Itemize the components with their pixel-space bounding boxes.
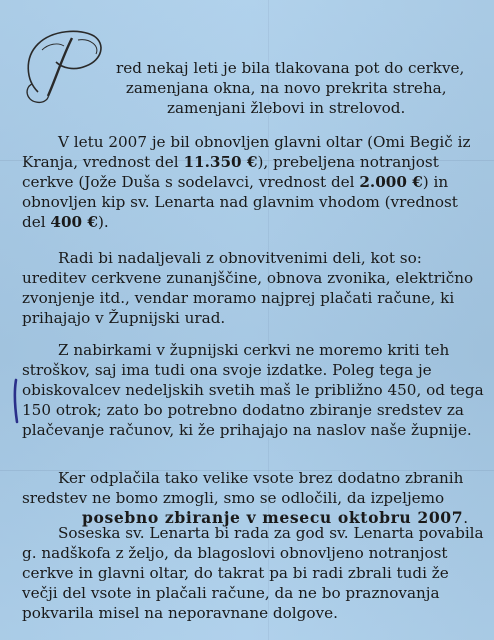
text-line — [22, 172, 470, 192]
text-segment: cerkve (Jože Duša s sodelavci, vrednost del — [22, 173, 360, 191]
amount-statue: 400 € — [50, 213, 98, 231]
pen-mark — [12, 378, 20, 424]
text-line: sredstev ne bomo zmogli, smo se odločili, da izpeljemo — [22, 489, 445, 507]
text-line: Ker odplačila tako velike vsote brez dodatno zbranih — [58, 469, 464, 487]
text-line — [22, 152, 470, 172]
text-line: zvonjenje itd., vendar moramo najprej plačati račune, ki — [22, 289, 455, 307]
text-line: cerkve in glavni oltar, do takrat pa bi radi zbrali tudi že — [22, 564, 449, 582]
text-segment: ). — [97, 213, 109, 231]
text-line: pokvarila misel na neporavnane dolgove. — [22, 604, 338, 622]
text-line: V letu 2007 je bil obnovljen glavni oltar (Omi Begič iz — [58, 133, 471, 151]
text-line: Radi bi nadaljevali z obnovitvenimi deli, kot so: — [58, 249, 422, 267]
text-line: Z nabirkami v župnijski cerkvi ne moremo kriti teh — [58, 341, 450, 359]
dropcap-ornament — [18, 22, 110, 106]
text-line: obnovljen kip sv. Lenarta nad glavnim vhodom (vrednost — [22, 193, 458, 211]
text-segment: del — [22, 213, 51, 231]
text-line: red nekaj leti je bila tlakovana pot do cerkve, — [116, 59, 465, 77]
text-line: ureditev cerkvene zunanjščine, obnova zvonika, električno — [22, 269, 474, 287]
text-segment: Kranja, vrednost del — [22, 153, 184, 171]
text-line: plačevanje računov, ki že prihajajo na naslov naše župnije. — [22, 421, 472, 439]
paragraph-archbishop-visit — [22, 523, 484, 623]
text-segment: ), prebeljena notranjost — [257, 153, 439, 171]
amount-interior: 2.000 € — [359, 173, 423, 191]
paragraph-special-collection — [22, 468, 468, 528]
text-line: stroškov, saj ima tudi ona svoje izdatke. Poleg tega je — [22, 361, 432, 379]
dropcap-letter: P — [18, 22, 19, 23]
amount-altar: 11.350 € — [183, 153, 258, 171]
paragraph-planned-works — [22, 248, 473, 328]
paragraph-2007-works — [22, 132, 470, 232]
text-line: Soseska sv. Lenarta bi rada za god sv. Lenarta povabila — [58, 524, 484, 542]
text-segment: . — [463, 509, 469, 527]
text-line: obiskovalcev nedeljskih svetih maš le približno 450, od tega — [22, 381, 484, 399]
paragraph-intro — [116, 58, 464, 118]
paragraph-collections — [22, 340, 484, 440]
text-line: 150 otrok; zato bo potrebno dodatno zbiranje sredstev za — [22, 401, 464, 419]
text-line: g. nadškofa z željo, da blagoslovi obnovljeno notranjost — [22, 544, 448, 562]
text-line: zamenjana okna, na novo prekrita streha, — [125, 79, 447, 97]
text-line: prihajajo v Župnijski urad. — [22, 309, 226, 327]
special-collection-heading: posebno zbiranje v mesecu oktobru 2007 — [82, 508, 464, 527]
text-segment: ) in — [422, 173, 449, 191]
text-line — [22, 212, 470, 232]
text-line: zamenjani žlebovi in strelovod. — [167, 99, 406, 117]
text-line: večji del vsote in plačali račune, da ne bo praznovanja — [22, 584, 440, 602]
